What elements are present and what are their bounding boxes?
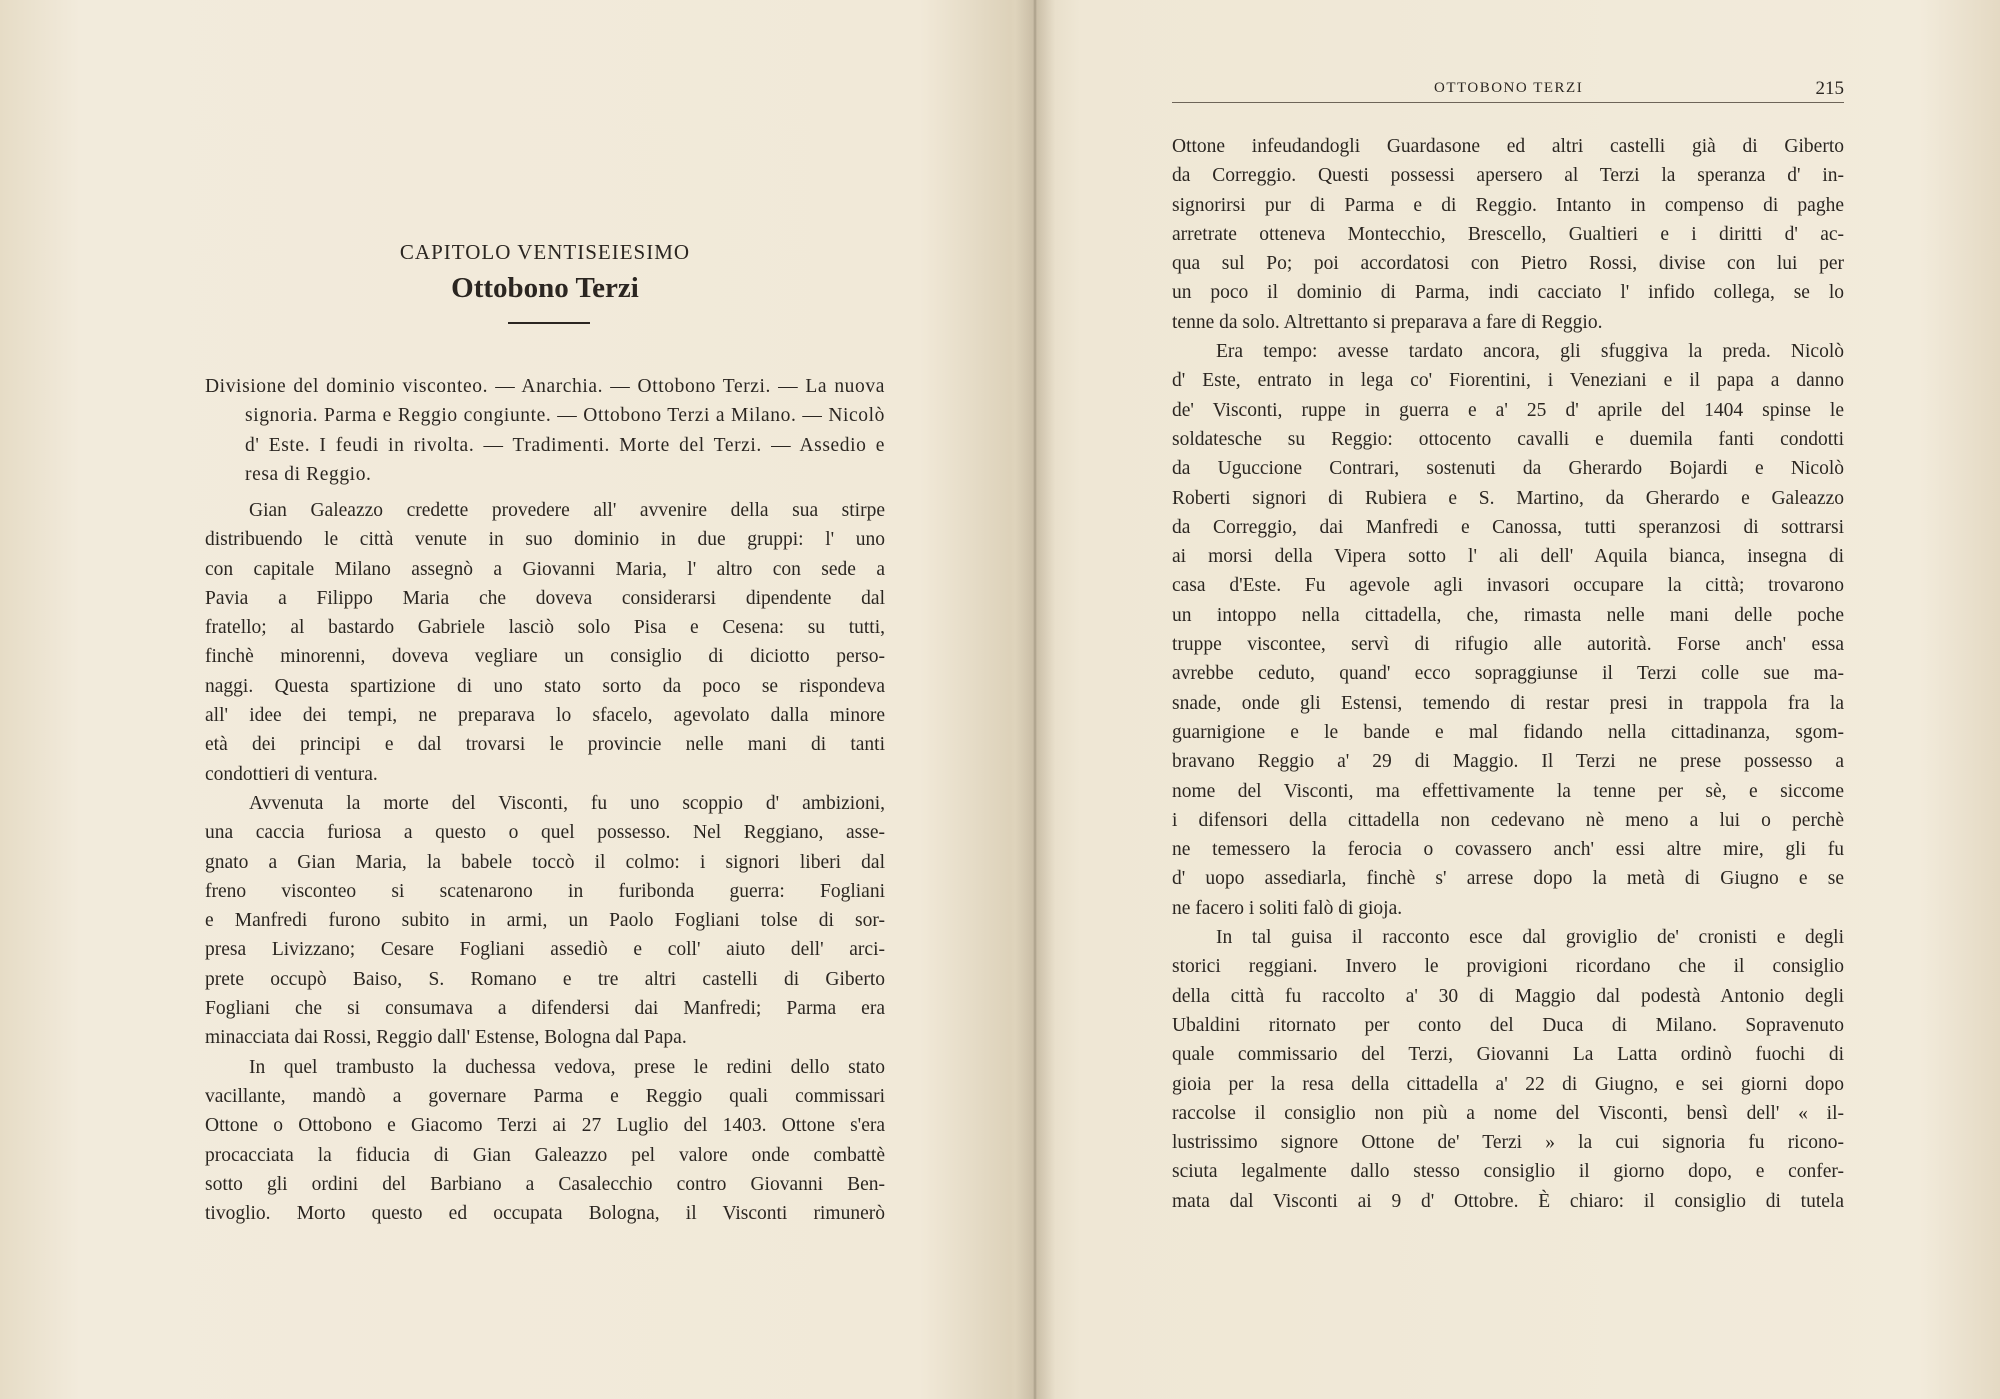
text-line: una caccia furiosa a questo o quel possesso. Nel Reggiano, asse- xyxy=(205,822,885,844)
text-line: lustrissimo signore Ottone de' Terzi » la cui signoria fu ricono- xyxy=(1172,1132,1844,1154)
text-line: minacciata dai Rossi, Reggio dall' Estense, Bologna dal Papa. xyxy=(205,1027,687,1049)
text-line: nome del Visconti, ma effettivamente la tenne per sè, e siccome xyxy=(1172,780,1844,802)
page-number: 215 xyxy=(1815,78,1844,99)
text-line: d' Este, entrato in lega co' Fiorentini, i Veneziani e il papa a danno xyxy=(1172,370,1844,392)
text-line: soldatesche su Reggio: ottocento cavalli e duemila fanti condotti xyxy=(1172,428,1844,450)
text-line: sotto gli ordini del Barbiano a Casalecchio contro Giovanni Ben- xyxy=(205,1173,885,1195)
text-line: signorirsi pur di Parma e di Reggio. Intanto in compenso di paghe xyxy=(1172,194,1844,216)
text-line: un poco il dominio di Parma, indi cacciato l' infido collega, se lo xyxy=(1172,282,1844,304)
text-line: storici reggiani. Invero le provigioni ricordano che il consiglio xyxy=(1172,956,1844,978)
text-line: guarnigione e le bande e mal fidando nella cittadinanza, sgom- xyxy=(1172,721,1844,743)
text-line: Ubaldini ritornato per conto del Duca di Milano. Sopravenuto xyxy=(1172,1014,1844,1036)
text-line: Roberti signori di Rubiera e S. Martino, da Gherardo e Galeazzo xyxy=(1172,487,1844,509)
text-line: ne facero i soliti falò di gioja. xyxy=(1172,897,1403,919)
text-line: quale commissario del Terzi, Giovanni La Latta ordinò fuochi di xyxy=(1172,1044,1844,1066)
text-line: da Correggio, dai Manfredi e Canossa, tutti speranzosi di sottrarsi xyxy=(1172,516,1844,538)
text-line: In tal guisa il racconto esce dal groviglio de' cronisti e degli xyxy=(1216,927,1844,949)
text-line: casa d'Este. Fu agevole agli invasori occupare la città; trovarono xyxy=(1172,575,1844,597)
text-line: mata dal Visconti ai 9 d' Ottobre. È chiaro: il consiglio di tutela xyxy=(1172,1190,1844,1212)
text-line: arretrate otteneva Montecchio, Brescello, Gualtieri e i diritti d' ac- xyxy=(1172,223,1844,245)
left-page xyxy=(205,0,885,1399)
text-line: Avvenuta la morte del Visconti, fu uno scoppio d' ambizioni, xyxy=(249,792,885,814)
text-line: raccolse il consiglio non più a nome del Visconti, bensì dell' « il- xyxy=(1172,1102,1844,1124)
text-line: distribuendo le città venute in suo dominio in due gruppi: l' uno xyxy=(205,529,885,551)
text-line: età dei principi e dal trovarsi le provincie nelle mani di tanti xyxy=(205,734,885,756)
text-line: tenne da solo. Altrettanto si preparava a fare di Reggio. xyxy=(1172,311,1603,333)
summary-line: Divisione del dominio visconteo. — Anarchia. — Ottobono Terzi. — La nuova xyxy=(205,376,885,397)
running-title: OTTOBONO TERZI xyxy=(1434,80,1584,96)
text-line: finchè minorenni, doveva vegliare un consiglio di diciotto perso- xyxy=(205,646,885,668)
text-line: all' idee dei tempi, ne preparava lo sfacelo, agevolato dalla minore xyxy=(205,705,885,727)
text-line: qua sul Po; poi accordatosi con Pietro Rossi, divise con lui per xyxy=(1172,253,1844,275)
text-line: con capitale Milano assegnò a Giovanni Maria, l' altro con sede a xyxy=(205,558,885,580)
text-line: Pavia a Filippo Maria che doveva considerarsi dipendente dal xyxy=(205,587,885,609)
text-line: procacciata la fiducia di Gian Galeazzo pel valore onde combattè xyxy=(205,1144,885,1166)
text-line: prete occupò Baiso, S. Romano e tre altri castelli di Giberto xyxy=(205,968,885,990)
text-line: presa Livizzano; Cesare Fogliani assediò e coll' aiuto dell' arci- xyxy=(205,939,885,961)
text-line: ne temessero la ferocia o covassero anch' essi altre mire, gli fu xyxy=(1172,839,1844,861)
text-line: Fogliani che si consumava a difendersi dai Manfredi; Parma era xyxy=(205,998,885,1020)
text-line: Gian Galeazzo credette provedere all' avvenire della sua stirpe xyxy=(249,500,885,521)
chapter-label: CAPITOLO VENTISEIESIMO xyxy=(399,240,691,264)
right-body-text xyxy=(1172,132,1844,1216)
text-line: gnato a Gian Maria, la babele toccò il colmo: i signori liberi dal xyxy=(205,851,885,873)
text-line: i difensori della cittadella non cedevano nè meno a lui o perchè xyxy=(1172,809,1844,831)
chapter-summary xyxy=(205,372,885,489)
summary-line: resa di Reggio. xyxy=(245,463,372,485)
text-line: fratello; al bastardo Gabriele lasciò solo Pisa e Cesena: su tutti, xyxy=(205,617,885,639)
text-line: tivoglio. Morto questo ed occupata Bologna, il Visconti rimunerò xyxy=(205,1203,885,1225)
text-line: In quel trambusto la duchessa vedova, prese le redini dello stato xyxy=(249,1056,885,1078)
text-line: sciuta legalmente dallo stesso consiglio il giorno dopo, e confer- xyxy=(1172,1161,1844,1183)
text-line: truppe viscontee, servì di rifugio alle autorità. Forse anch' essa xyxy=(1172,634,1844,656)
text-line: freno visconteo si scatenarono in furibonda guerra: Fogliani xyxy=(205,880,885,902)
text-line: ai morsi della Vipera sotto l' ali dell' Aquila bianca, insegna di xyxy=(1172,546,1844,568)
right-page xyxy=(1172,0,1844,1399)
text-line: avrebbe ceduto, quand' ecco sopraggiunse il Terzi colle sue ma- xyxy=(1172,663,1844,685)
summary-line: d' Este. I feudi in rivolta. — Tradimenti. Morte del Terzi. — Assedio e xyxy=(245,434,885,456)
text-line: naggi. Questa spartizione di uno stato sorto da poco se rispondeva xyxy=(205,675,885,697)
left-body-text xyxy=(205,496,885,1228)
text-line: gioia per la resa della cittadella a' 22 di Giugno, e sei giorni dopo xyxy=(1172,1073,1844,1095)
text-line: snade, onde gli Estensi, temendo di restar presi in trappola fra la xyxy=(1172,692,1844,714)
text-line: da Correggio. Questi possessi apersero al Terzi la speranza d' in- xyxy=(1172,165,1844,187)
text-line: Ottone o Ottobono e Giacomo Terzi ai 27 Luglio del 1403. Ottone s'era xyxy=(205,1115,885,1137)
chapter-title: Ottobono Terzi xyxy=(451,272,639,304)
text-line: d' uopo assediarla, finchè s' arrese dopo la metà di Giugno e se xyxy=(1172,868,1844,890)
text-line: un intoppo nella cittadella, che, rimasta nelle mani delle poche xyxy=(1172,604,1844,626)
text-line: della città fu raccolto a' 30 di Maggio dal podestà Antonio degli xyxy=(1172,985,1844,1007)
text-line: vacillante, mandò a governare Parma e Reggio quali commissari xyxy=(205,1085,885,1107)
text-line: e Manfredi furono subito in armi, un Paolo Fogliani tolse di sor- xyxy=(205,910,885,932)
text-line: da Uguccione Contrari, sostenuti da Gherardo Bojardi e Nicolò xyxy=(1172,458,1844,480)
summary-line: signoria. Parma e Reggio congiunte. — Ottobono Terzi a Milano. — Nicolò xyxy=(245,405,885,427)
running-head xyxy=(1172,78,1844,103)
text-line: de' Visconti, ruppe in guerra e a' 25 d' aprile del 1404 spinse le xyxy=(1172,399,1844,421)
text-line: Ottone infeudandogli Guardasone ed altri castelli già di Giberto xyxy=(1172,136,1844,157)
title-rule xyxy=(508,322,590,324)
book-gutter xyxy=(1015,0,1055,1399)
text-line: Era tempo: avesse tardato ancora, gli sfuggiva la preda. Nicolò xyxy=(1216,341,1844,363)
text-line: bravano Reggio a' 29 di Maggio. Il Terzi ne prese possesso a xyxy=(1172,751,1844,773)
text-line: condottieri di ventura. xyxy=(205,763,378,785)
